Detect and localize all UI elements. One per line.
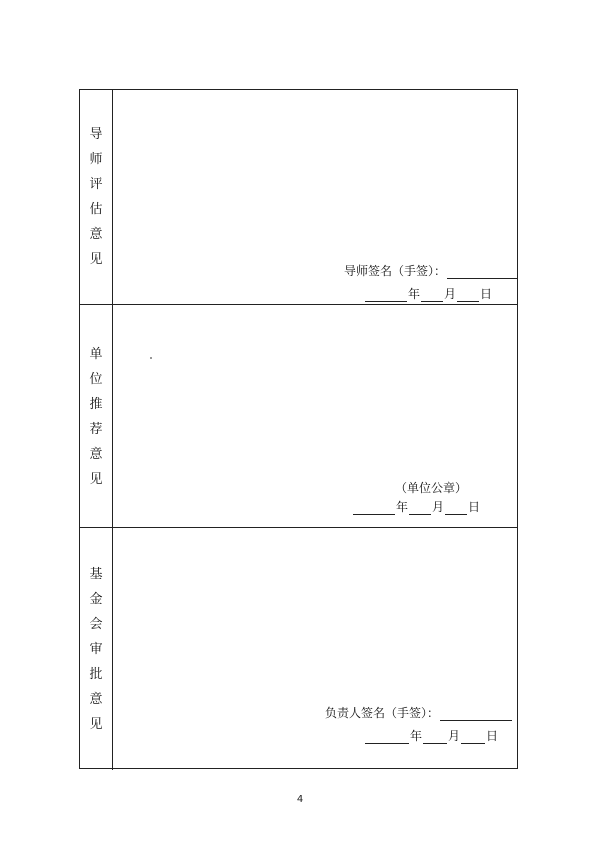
unit-seal-label: （单位公章）: [395, 481, 468, 495]
unit-recommendation-row: [80, 304, 517, 528]
foundation-approval-content[interactable]: [112, 528, 517, 770]
year-label: 年: [408, 287, 421, 301]
unit-recommendation-content[interactable]: [112, 305, 517, 528]
opinion-form-table: [79, 89, 518, 769]
day-blank[interactable]: [461, 731, 485, 744]
year-blank[interactable]: [365, 731, 409, 744]
day-blank[interactable]: [445, 502, 467, 515]
label-char: 见: [89, 252, 103, 267]
foundation-approval-row: [80, 527, 517, 770]
month-label: 月: [448, 729, 461, 743]
advisor-signature-label: 导师签名（手签）：: [344, 264, 447, 278]
unit-recommendation-label: [89, 342, 102, 492]
advisor-signature-blank[interactable]: [447, 266, 517, 279]
foundation-approval-label: [89, 562, 102, 737]
advisor-evaluation-row: [80, 90, 517, 304]
advisor-evaluation-content[interactable]: [112, 90, 517, 304]
label-char: 师: [89, 152, 103, 167]
label-char: 意: [89, 691, 103, 707]
day-blank[interactable]: [457, 289, 479, 302]
month-blank[interactable]: [423, 731, 447, 744]
label-char: 推: [89, 396, 103, 412]
year-blank[interactable]: [353, 502, 395, 515]
advisor-evaluation-label: [89, 122, 102, 272]
month-label: 月: [432, 500, 445, 514]
label-char: 基: [89, 566, 103, 582]
label-char: 荐: [89, 421, 103, 437]
label-char: 意: [89, 446, 103, 462]
label-char: 会: [89, 616, 103, 632]
label-char: 位: [89, 371, 103, 387]
day-label: 日: [486, 729, 499, 743]
label-char: 导: [89, 127, 103, 142]
unit-recommendation-label-cell: [80, 305, 113, 528]
label-char: 意: [89, 227, 103, 242]
year-blank[interactable]: [365, 289, 407, 302]
label-char: 单: [89, 346, 103, 362]
foundation-approval-label-cell: [80, 528, 113, 770]
label-char: 批: [89, 666, 103, 682]
foundation-date-line: [364, 727, 498, 744]
day-label: 日: [480, 287, 493, 301]
principal-signature-blank[interactable]: [440, 708, 512, 721]
principal-signature-label: 负责人签名（手签）：: [325, 706, 440, 720]
advisor-evaluation-label-cell: [80, 90, 113, 304]
scan-speck: [150, 357, 152, 359]
label-char: 审: [89, 641, 103, 657]
page-number: 4: [296, 794, 304, 805]
unit-date-line: [352, 498, 480, 515]
label-char: 见: [89, 716, 103, 732]
month-blank[interactable]: [421, 289, 443, 302]
label-char: 评: [89, 177, 103, 192]
advisor-date-line: [364, 285, 492, 302]
label-char: 估: [89, 202, 103, 217]
label-char: 见: [89, 471, 103, 487]
month-blank[interactable]: [409, 502, 431, 515]
principal-signature-line: [325, 704, 513, 721]
label-char: 金: [89, 591, 103, 607]
advisor-signature-line: [344, 262, 518, 279]
year-label: 年: [396, 500, 409, 514]
month-label: 月: [444, 287, 457, 301]
year-label: 年: [410, 729, 423, 743]
day-label: 日: [468, 500, 481, 514]
